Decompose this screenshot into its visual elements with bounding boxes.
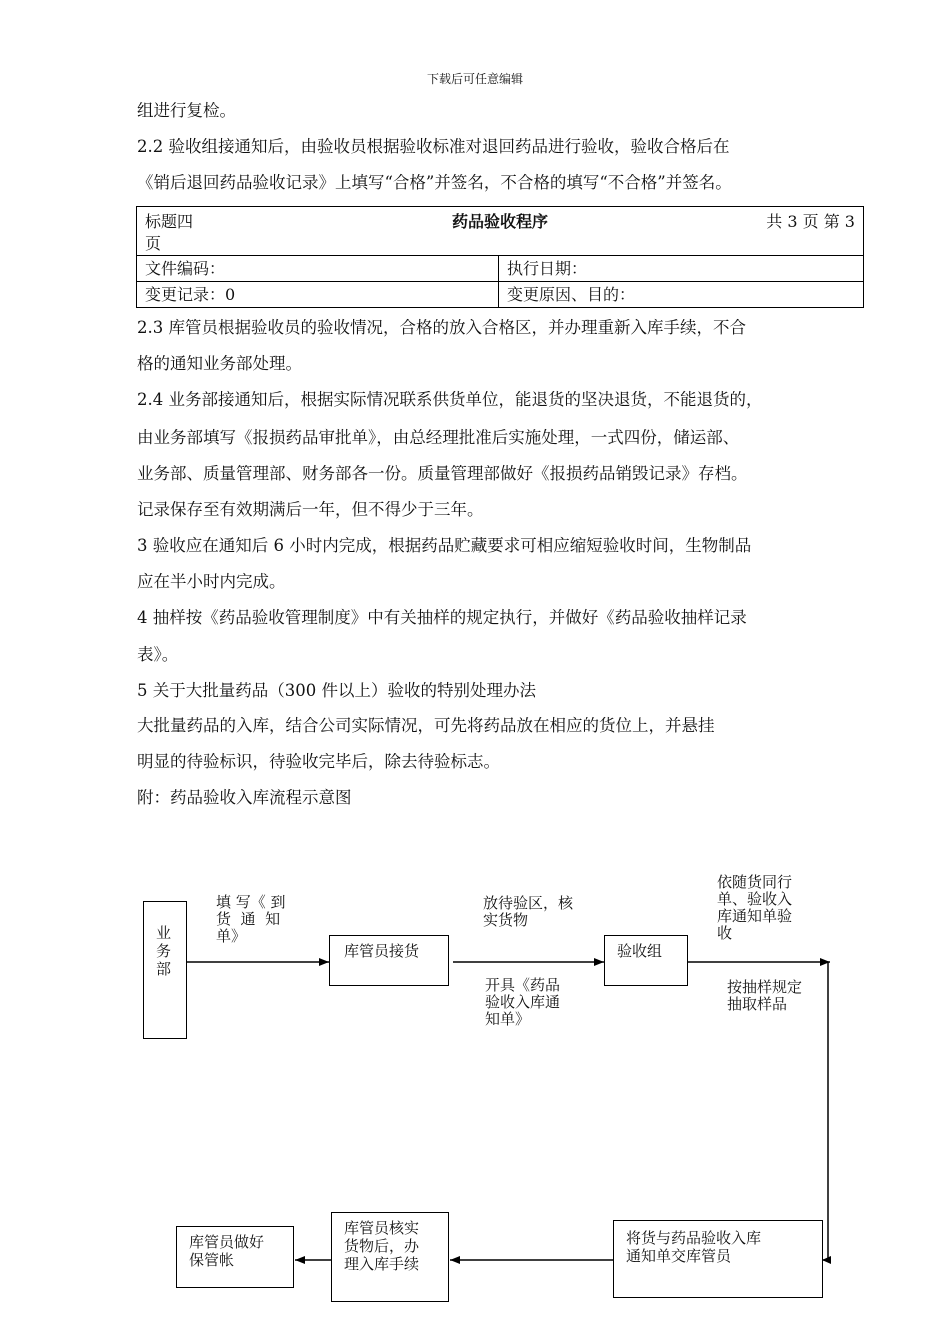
doc-title: 药品验收程序 — [451, 212, 548, 231]
flow-box-keeper-receive: 库管员接货 — [329, 935, 449, 986]
flow-box-inspect-group: 验收组 — [604, 935, 688, 986]
paragraph-line: 2.2 验收组接通知后，由验收员根据验收标准对退回药品进行验收，验收合格后在 — [137, 137, 730, 156]
flow-label-accept: 依随货同行 单、验收入 库通知单验 收 — [717, 873, 793, 942]
flow-box-handover: 将货与药品验收入库 通知单交库管员 — [613, 1220, 823, 1298]
flow-label-fill: 填 写《 到 货 通 知 单》 — [216, 893, 286, 945]
change-reason-cell: 变更原因、目的： — [499, 282, 864, 308]
paragraph-line: 2.3 库管员根据验收员的验收情况，合格的放入合格区，并办理重新入库手续，不合 — [137, 318, 746, 337]
flow-label-issue: 开具《药品 验收入库通 知单》 — [485, 976, 561, 1028]
paragraph-line: 记录保存至有效期满后一年，但不得少于三年。 — [137, 500, 484, 519]
flow-box-keeper-ledger: 库管员做好 保管帐 — [176, 1226, 294, 1288]
flow-box-dept: 业 务 部 — [143, 901, 187, 1039]
paragraph-line: 格的通知业务部处理。 — [137, 354, 302, 373]
flow-label-hold: 放待验区，核 实货物 — [483, 894, 574, 929]
doc-pages: 共 3 页 第 3 — [766, 212, 855, 231]
paragraph-line: 由业务部填写《报损药品审批单》，由总经理批准后实施处理，一式四份，储运部、 — [137, 428, 740, 447]
paragraph-line: 表》。 — [137, 645, 179, 664]
header-note: 下载后可任意编辑 — [426, 72, 523, 86]
paragraph-line: 5 关于大批量药品（300 件以上）验收的特别处理办法 — [137, 681, 536, 700]
paragraph-line: 组进行复检。 — [137, 101, 236, 120]
arrow-head-handover — [822, 1256, 831, 1264]
file-code-cell: 文件编码： — [137, 256, 499, 282]
change-record-cell: 变更记录：0 — [137, 282, 499, 308]
doc-label: 标题四 — [145, 212, 194, 231]
paragraph-line: 应在半小时内完成。 — [137, 572, 286, 591]
paragraph-line: 2.4 业务部接通知后，根据实际情况联系供货单位，能退货的坚决退货，不能退货的， — [137, 390, 763, 409]
paragraph-line: 4 抽样按《药品验收管理制度》中有关抽样的规定执行，并做好《药品验收抽样记录 — [137, 608, 747, 627]
paragraph-line: 业务部、质量管理部、财务部各一份。质量管理部做好《报损药品销毁记录》存档。 — [137, 464, 748, 483]
paragraph-line: 明显的待验标识，待验收完毕后，除去待验标志。 — [137, 752, 500, 771]
paragraph-line: 3 验收应在通知后 6 小时内完成，根据药品贮藏要求可相应缩短验收时间，生物制品 — [137, 536, 752, 555]
paragraph-line: 大批量药品的入库，结合公司实际情况，可先将药品放在相应的货位上，并悬挂 — [137, 716, 715, 735]
flow-label-sample: 按抽样规定 抽取样品 — [727, 978, 803, 1013]
exec-date-cell: 执行日期： — [499, 256, 864, 282]
flow-box-keeper-verify: 库管员核实 货物后，办 理入库手续 — [331, 1212, 449, 1302]
doc-pages-cont: 页 — [145, 234, 162, 253]
paragraph-line: 《销后退回药品验收记录》上填写“合格”并签名，不合格的填写“不合格”并签名。 — [137, 173, 732, 192]
paragraph-line: 附：药品验收入库流程示意图 — [137, 788, 352, 807]
